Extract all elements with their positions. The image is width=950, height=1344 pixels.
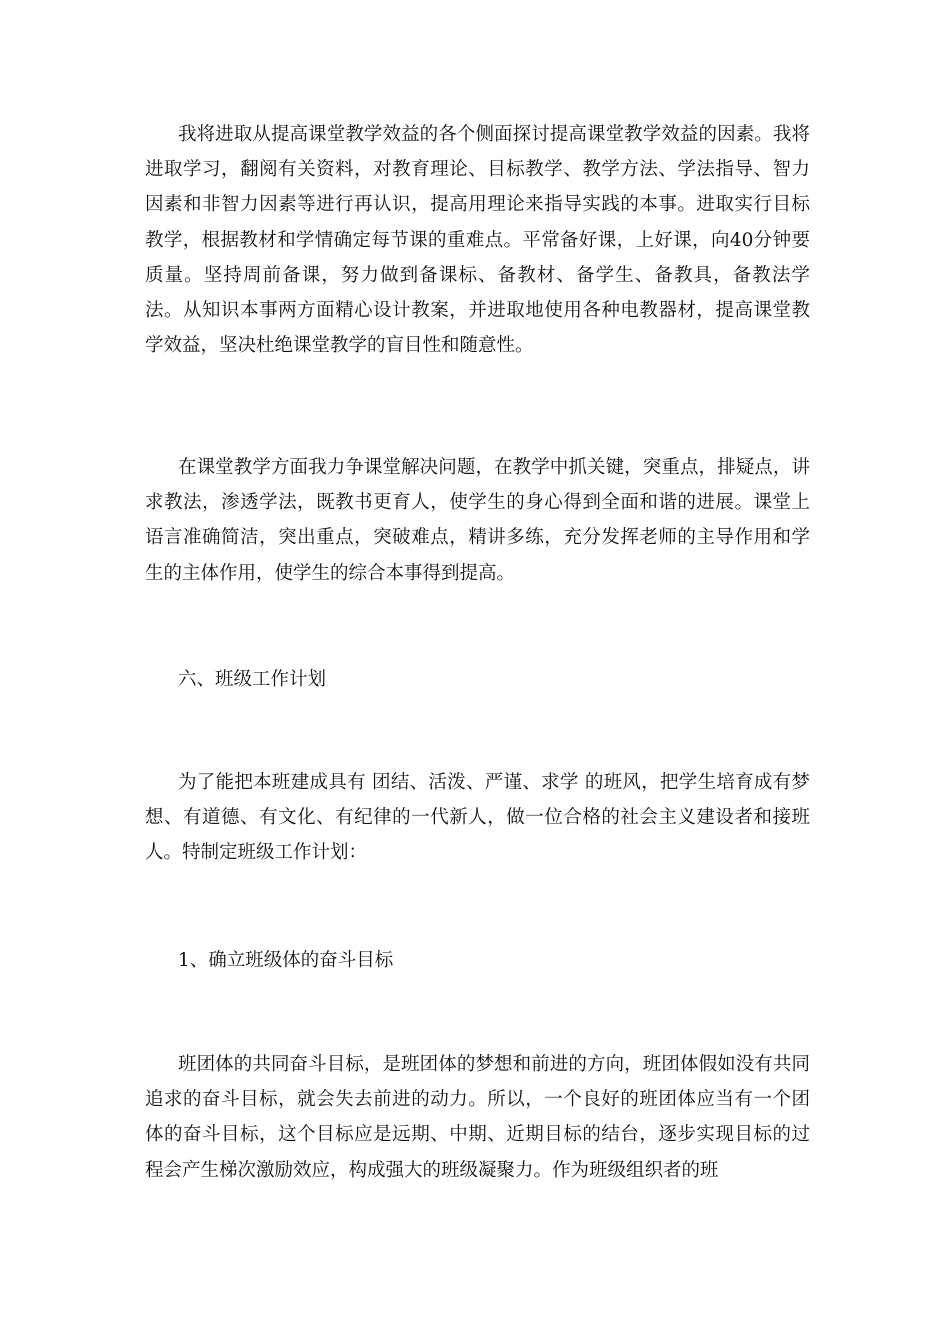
paragraph-class-plan-intro: 为了能把本班建成具有 团结、活泼、严谨、求学 的班风，把学生培育成有梦想、有道德、有文化、有纪律的一代新人，做一位合格的社会主义建设者和接班人。特制定班级工作计划： [145, 772, 810, 864]
section-heading-class-work-plan: 六、班级工作计划 [178, 669, 327, 690]
paragraph-class-goal: 班团体的共同奋斗目标，是班团体的梦想和前进的方向，班团体假如没有共同追求的奋斗目标，就会失去前进的动力。所以，一个良好的班团体应当有一个团体的奋斗目标，这个目标应是远期、中期、近期目标的结台，逐步实现目标的过程会产生梯次激励效应，构成强大的班级凝聚力。作为班级组织者的班 [145, 1054, 810, 1181]
paragraph-teaching-efficiency: 我将进取从提高课堂教学效益的各个侧面探讨提高课堂教学效益的因素。我将进取学习，翻阅有关资料，对教育理论、目标教学、教学方法、学法指导、智力因素和非智力因素等进行再认识，提高用理论来指导实践的本事。进取实行目标教学，根据教材和学情确定每节课的重难点。平常备好课，上好课，向40分钟要质量。坚持周前备课，努力做到备课标、备教材、备学生、备教具，备教法学法。从知识本事两方面精心设计教案，并进取地使用各种电教器材，提高课堂教学效益，坚决杜绝课堂教学的盲目性和随意性。 [145, 124, 810, 357]
subsection-heading-class-goal: 1、确立班级体的奋斗目标 [178, 950, 394, 971]
paragraph-classroom-teaching: 在课堂教学方面我力争课堂解决问题，在教学中抓关键，突重点，排疑点，讲求教法，渗透学法，既教书更育人，使学生的身心得到全面和谐的进展。课堂上语言准确简洁，突出重点，突破难点，精讲多练，充分发挥老师的主导作用和学生的主体作用，使学生的综合本事得到提高。 [145, 457, 810, 584]
